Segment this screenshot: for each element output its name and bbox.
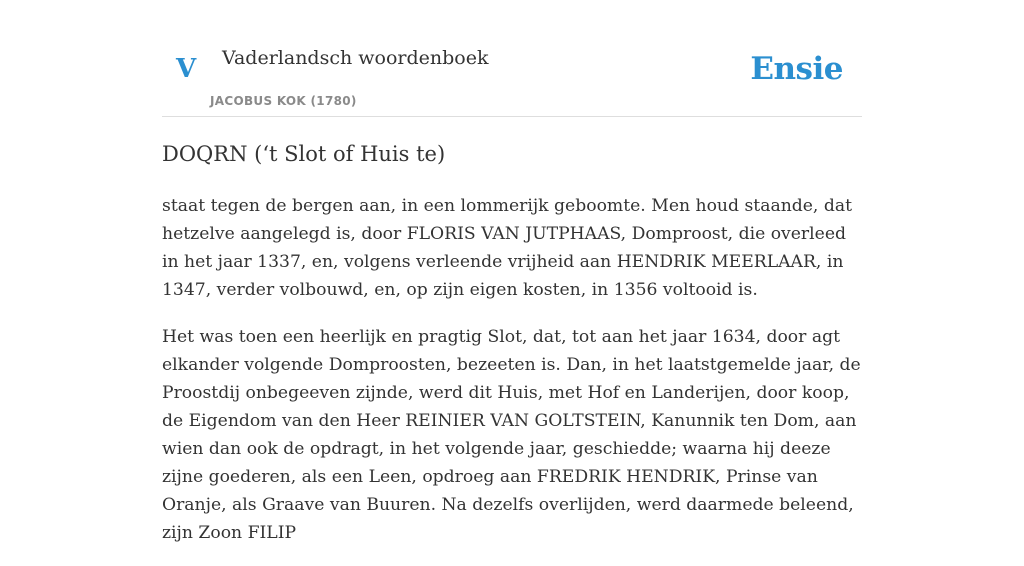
book-letter-logo[interactable]: V bbox=[176, 54, 197, 84]
book-author: JACOBUS KOK (1780) bbox=[210, 94, 357, 108]
book-title-link[interactable]: Vaderlandsch woordenboek bbox=[222, 47, 489, 69]
entry-paragraph: staat tegen de bergen aan, in een lommerijk geboomte. Men houd staande, dat hetzelve aangelegd is, door FLORIS VAN JUTPHAAS, Domproost, die overleed in het jaar 1337, en, volgens verleende vrijheid aan HENDRIK MEERLAAR, in 1347, verder volbouwd, en, op zijn eigen kosten, in 1356 voltooid is. bbox=[162, 196, 853, 300]
entry-paragraph: Het was toen een heerlijk en pragtig Slot, dat, tot aan het jaar 1634, door agt elkander volgende Domproosten, bezeeten is. Dan, in het laatstgemelde jaar, de Proostdij onbegeeven zijnde, werd dit Huis, met Hof en Landerijen, door koop, de Eigendom van den Heer REINIER VAN GOLTSTEIN, Kanunnik ten Dom, aan wien dan ook de opdragt, in het volgende jaar, geschiedde; waarna hij deeze zijne goederen, als een Leen, opdroeg aan FREDRIK HENDRIK, Prinse van Oranje, als Graave van Buuren. Na dezelfs overlijden, werd daarmede beleend, zijn Zoon FILIP bbox=[162, 327, 861, 543]
ensie-logo[interactable]: Ensie bbox=[750, 51, 843, 87]
entry-title: DOQRN (‘t Slot of Huis te) bbox=[162, 142, 446, 166]
entry-body bbox=[162, 192, 862, 566]
site-header bbox=[162, 0, 862, 117]
